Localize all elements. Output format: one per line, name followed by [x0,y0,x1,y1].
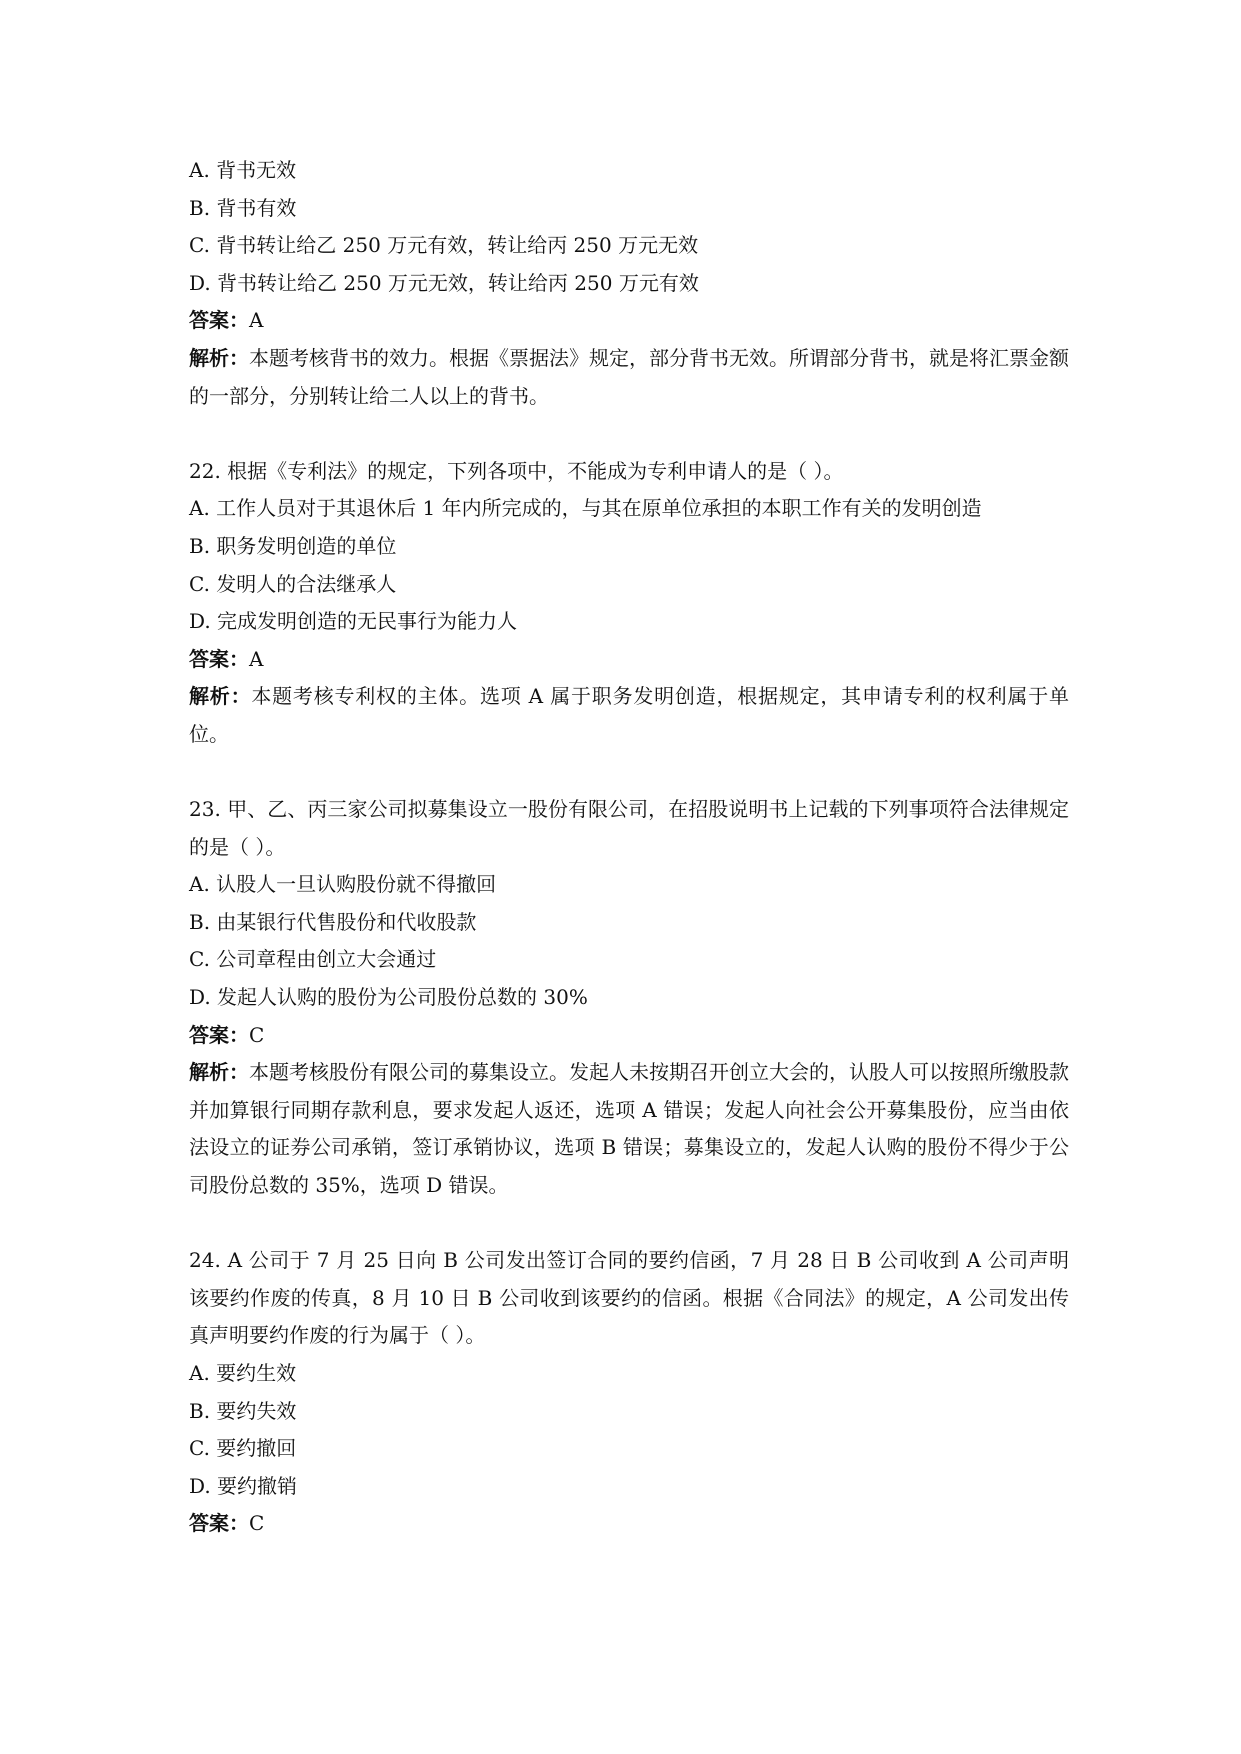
option-b: B. 要约失效 [189,1398,297,1423]
analysis-text: 本题考核专利权的主体。选项 A 属于职务发明创造，根据规定，其申请专利的权利属于单位。 [189,684,1070,746]
analysis-label: 解析： [189,1060,249,1085]
option-a: A. 工作人员对于其退休后 1 年内所完成的，与其在原单位承担的本职工作有关的发明创造 [189,496,982,521]
question-24-block [189,1242,1069,1543]
answer-line [189,1017,1069,1055]
analysis-paragraph [189,1054,1069,1204]
option-b: B. 职务发明创造的单位 [189,533,397,558]
option-a: A. 背书无效 [189,158,297,182]
answer-line [189,1505,1069,1543]
option-c: C. 公司章程由创立大会通过 [189,947,437,972]
question-23-block [189,791,1069,1205]
answer-label: 答案： [189,1511,249,1536]
answer-label: 答案： [189,1022,249,1047]
analysis-paragraph [189,340,1069,415]
answer-line [189,302,1069,340]
option-c: C. 发明人的合法继承人 [189,571,397,596]
answer-label: 答案： [189,646,249,671]
option-d: D. 要约撤销 [189,1473,298,1498]
answer-value: C [249,1022,265,1047]
option-b: B. 由某银行代售股份和代收股款 [189,909,477,934]
question-text: 23. 甲、乙、丙三家公司拟募集设立一股份有限公司，在招股说明书上记载的下列事项符合法律规定的是（ ）。 [189,797,1069,859]
question-text: 22. 根据《专利法》的规定，下列各项中，不能成为专利申请人的是（ ）。 [189,458,844,483]
analysis-text: 本题考核背书的效力。根据《票据法》规定，部分背书无效。所谓部分背书，就是将汇票金额的一部分，分别转让给二人以上的背书。 [189,345,1069,408]
answer-value: C [249,1511,265,1536]
spacer [189,754,1069,792]
analysis-text: 本题考核股份有限公司的募集设立。发起人未按期召开创立大会的，认股人可以按照所缴股款并加算银行同期存款利息，要求发起人返还，选项 A 错误；发起人向社会公开募集股份，应当由依法设立的证券公司承销，签订承销协议，选项 B 错误；募集设立的，发起人认购的股份不得少于公司股份总数的 35%，选项 D 错误。 [189,1060,1069,1198]
answer-value: A [249,646,264,671]
option-d: D. 背书转让给乙 250 万元无效，转让给丙 250 万元有效 [189,270,699,295]
analysis-label: 解析： [189,684,252,709]
answer-value: A [249,308,264,333]
question-text: 24. A 公司于 7 月 25 日向 B 公司发出签订合同的要约信函，7 月 28 日 B 公司收到 A 公司声明该要约作废的传真，8 月 10 日 B 公司收到该要约的信函。根据《合同法》的规定，A 公司发出传真声明要约作废的行为属于（ ）。 [189,1248,1069,1348]
option-b: B. 背书有效 [189,195,297,220]
option-c: C. 背书转让给乙 250 万元有效，转让给丙 250 万元无效 [189,233,699,258]
answer-line [189,641,1069,679]
document-page [189,152,1069,1543]
option-d: D. 完成发明创造的无民事行为能力人 [189,609,518,634]
question-22-block [189,453,1069,754]
spacer [189,415,1069,453]
spacer [189,1205,1069,1243]
option-d: D. 发起人认购的股份为公司股份总数的 30% [189,985,588,1010]
analysis-label: 解析： [189,345,249,370]
option-a: A. 要约生效 [189,1361,297,1385]
option-c: C. 要约撤回 [189,1436,297,1461]
answer-label: 答案： [189,308,249,333]
question-21-block [189,152,1069,415]
analysis-paragraph [189,678,1069,753]
option-a: A. 认股人一旦认购股份就不得撤回 [189,872,497,897]
